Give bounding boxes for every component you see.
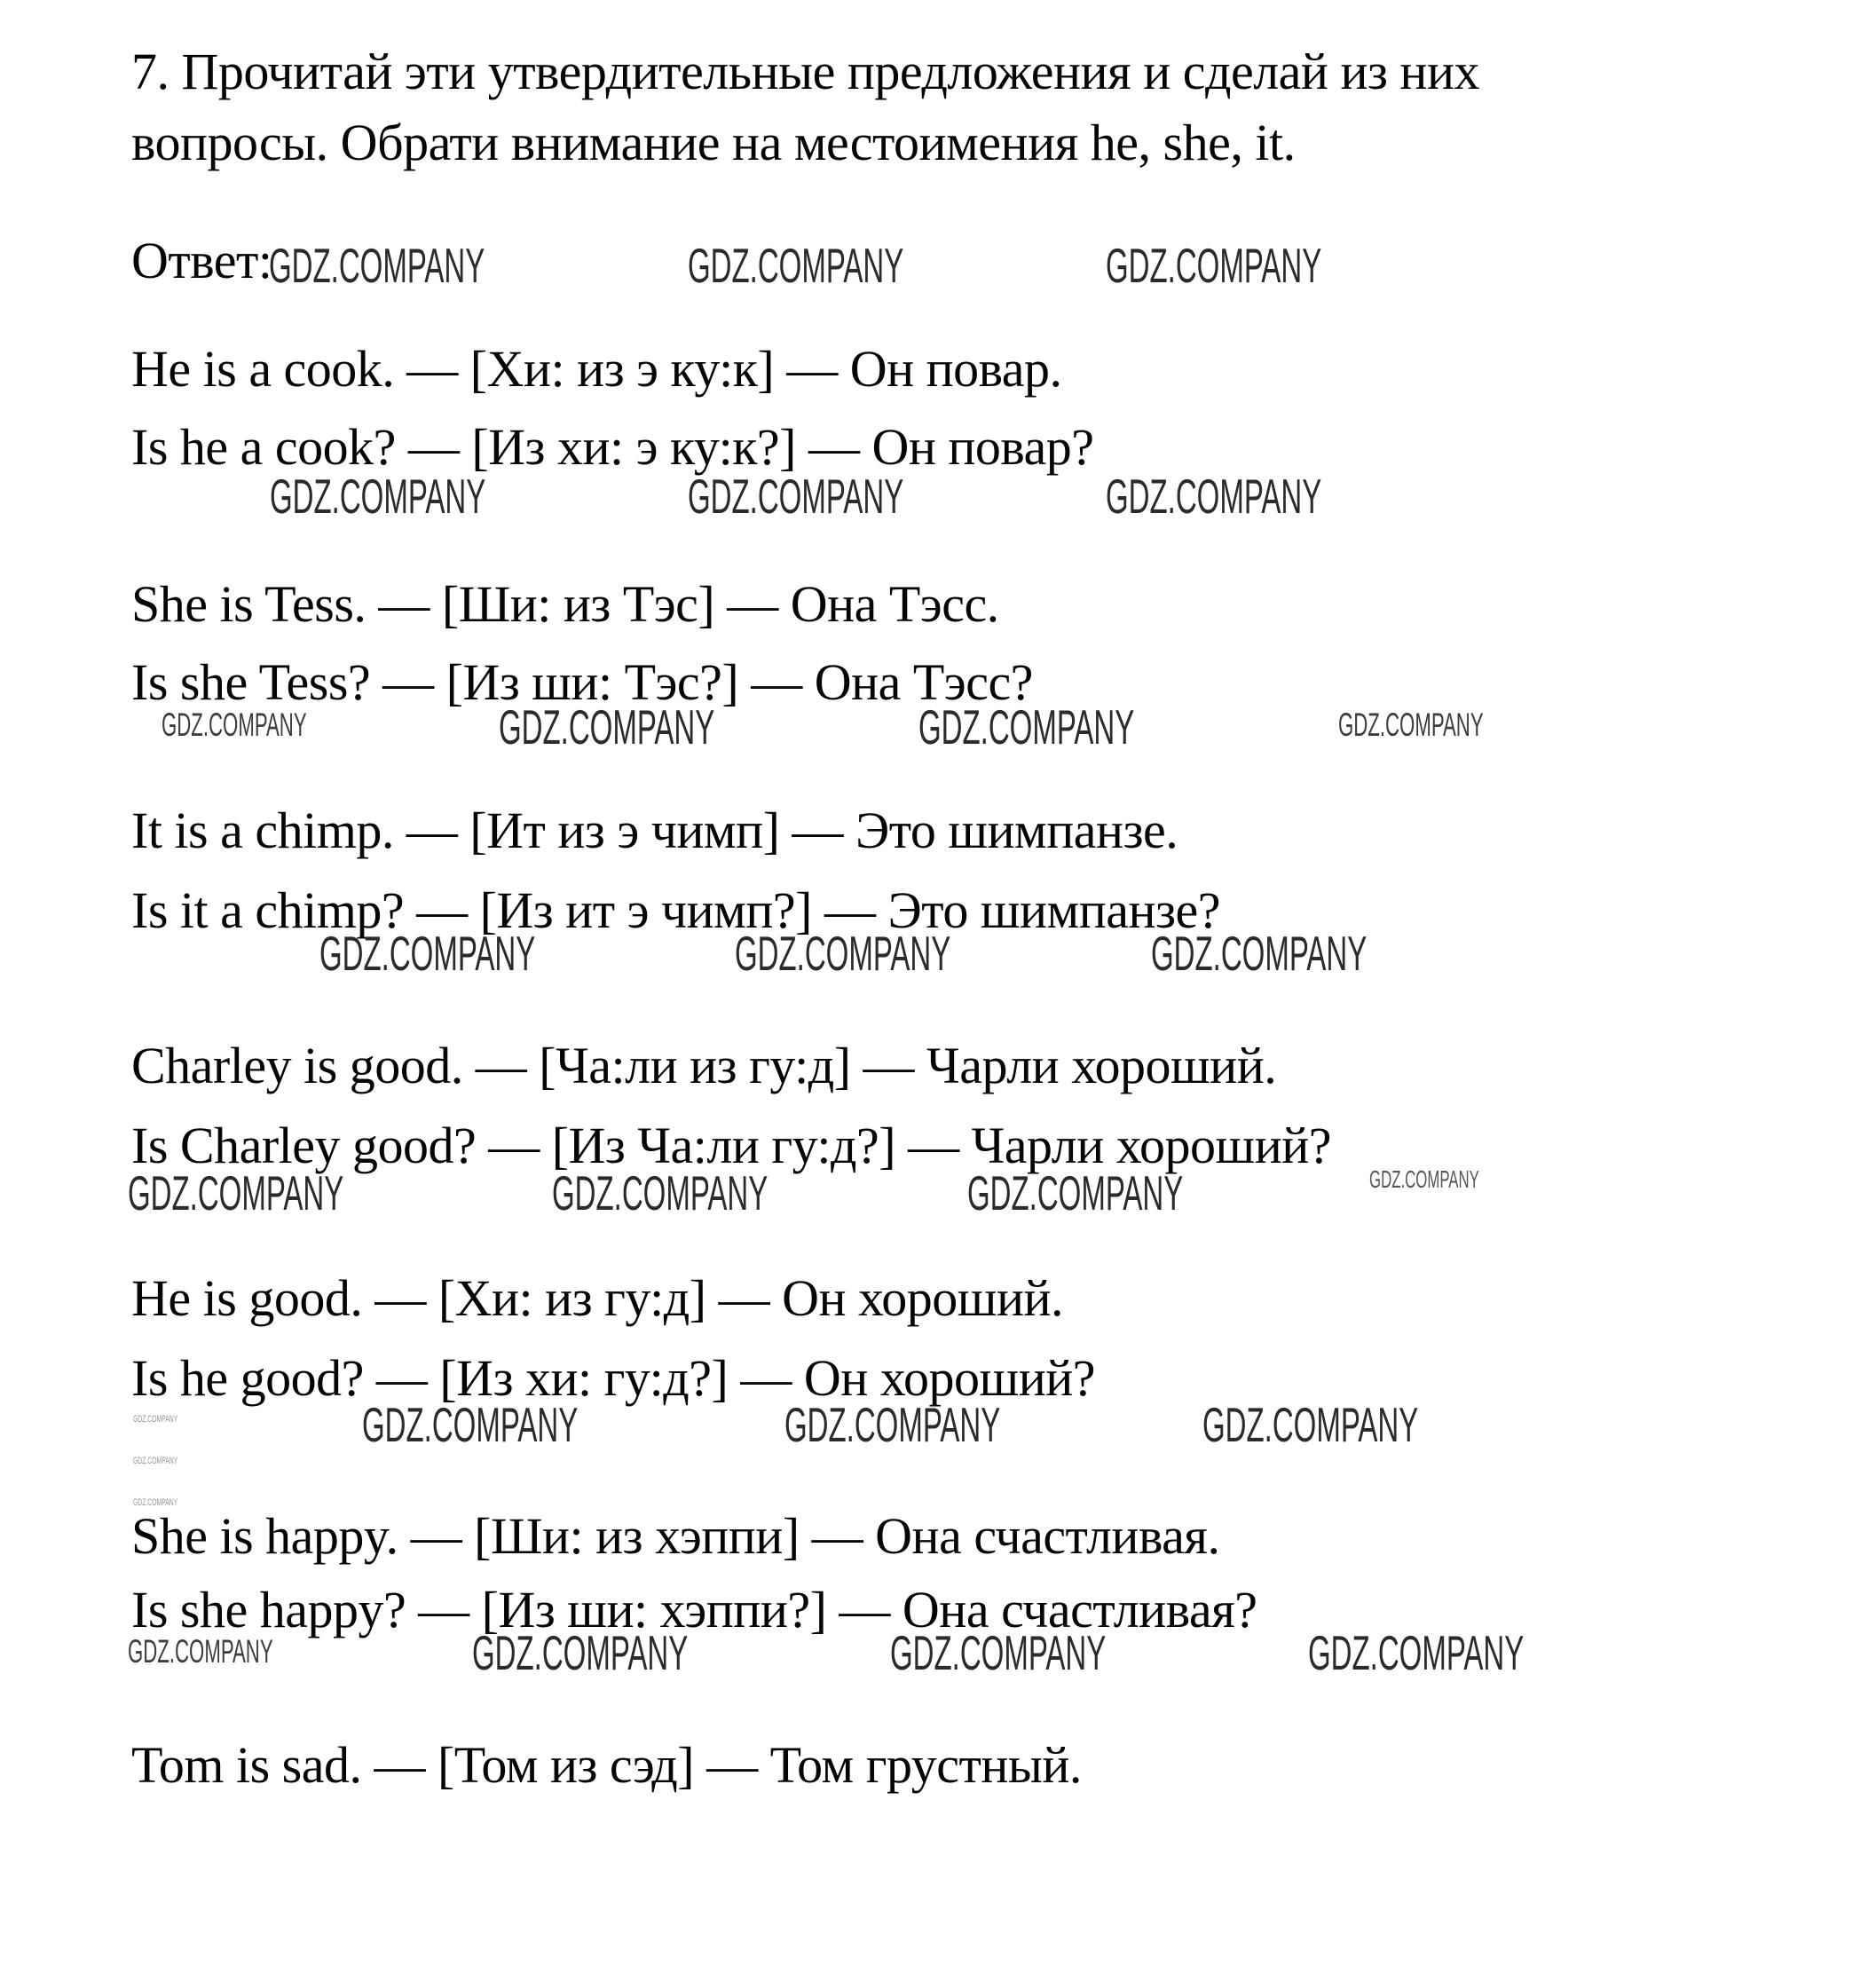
question-line-1: Is he a cook? — [Из хи: э ку:к?] — Он повар? bbox=[131, 418, 1094, 476]
gdz-watermark: GDZ.COMPANY bbox=[162, 707, 307, 743]
gdz-watermark: GDZ.COMPANY bbox=[472, 1625, 689, 1680]
gdz-watermark: GDZ.COMPANY bbox=[128, 1165, 344, 1220]
gdz-watermark: GDZ.COMPANY bbox=[128, 1633, 273, 1670]
gdz-watermark: GDZ.COMPANY bbox=[269, 238, 485, 293]
gdz-watermark: GDZ.COMPANY bbox=[1106, 469, 1322, 524]
gdz-watermark: GDZ.COMPANY bbox=[1202, 1397, 1419, 1452]
gdz-watermark: GDZ.COMPANY bbox=[1308, 1625, 1525, 1680]
statement-line-6: She is happy. — [Ши: из хэппи] — Она счастливая. bbox=[131, 1507, 1220, 1565]
question-line-5: Is he good? — [Из хи: гу:д?] — Он хороший? bbox=[131, 1349, 1096, 1407]
gdz-watermark: GDZ.COMPANY bbox=[270, 469, 486, 524]
gdz-watermark: GDZ.COMPANY bbox=[133, 1414, 178, 1425]
answer-label: Ответ: bbox=[131, 232, 272, 289]
question-line-4: Is Charley good? — [Из Ча:ли гу:д?] — Чарли хороший? bbox=[131, 1117, 1332, 1174]
statement-line-3: It is a chimp. — [Ит из э чимп] — Это шимпанзе. bbox=[131, 801, 1178, 859]
exercise-title-line2: вопросы. Обрати внимание на местоимения he, she, it. bbox=[131, 114, 1296, 171]
question-line-3: Is it a chimp? — [Из ит э чимп?] — Это шимпанзе? bbox=[131, 881, 1220, 939]
gdz-watermark: GDZ.COMPANY bbox=[735, 926, 951, 981]
gdz-watermark: GDZ.COMPANY bbox=[552, 1165, 769, 1220]
gdz-watermark: GDZ.COMPANY bbox=[918, 699, 1135, 754]
gdz-watermark: GDZ.COMPANY bbox=[688, 469, 904, 524]
gdz-watermark: GDZ.COMPANY bbox=[1106, 238, 1322, 293]
statement-line-2: She is Tess. — [Ши: из Тэс] — Она Тэсс. bbox=[131, 575, 999, 633]
gdz-watermark: GDZ.COMPANY bbox=[890, 1625, 1107, 1680]
gdz-watermark: GDZ.COMPANY bbox=[967, 1165, 1184, 1220]
gdz-watermark: GDZ.COMPANY bbox=[362, 1397, 579, 1452]
gdz-watermark: GDZ.COMPANY bbox=[133, 1456, 178, 1466]
question-line-6: Is she happy? — [Из ши: хэппи?] — Она счастливая? bbox=[131, 1581, 1257, 1638]
question-line-2: Is she Tess? — [Из ши: Тэс?] — Она Тэсс? bbox=[131, 653, 1033, 711]
statement-line-4: Charley is good. — [Ча:ли из гу:д] — Чарли хороший. bbox=[131, 1037, 1277, 1094]
gdz-watermark: GDZ.COMPANY bbox=[499, 699, 715, 754]
gdz-watermark: GDZ.COMPANY bbox=[133, 1497, 178, 1508]
gdz-watermark: GDZ.COMPANY bbox=[1369, 1165, 1479, 1193]
exercise-title-line1: 7. Прочитай эти утвердительные предложения и сделай из них bbox=[131, 43, 1479, 100]
gdz-watermark: GDZ.COMPANY bbox=[1338, 707, 1484, 743]
statement-line-7: Tom is sad. — [Том из сэд] — Том грустный. bbox=[131, 1736, 1082, 1794]
statement-line-5: He is good. — [Хи: из гу:д] — Он хороший. bbox=[131, 1269, 1064, 1327]
gdz-watermark: GDZ.COMPANY bbox=[319, 926, 536, 981]
gdz-watermark: GDZ.COMPANY bbox=[784, 1397, 1001, 1452]
gdz-watermark: GDZ.COMPANY bbox=[688, 238, 904, 293]
statement-line-1: He is a cook. — [Хи: из э ку:к] — Он повар. bbox=[131, 340, 1062, 398]
gdz-watermark: GDZ.COMPANY bbox=[1151, 926, 1368, 981]
